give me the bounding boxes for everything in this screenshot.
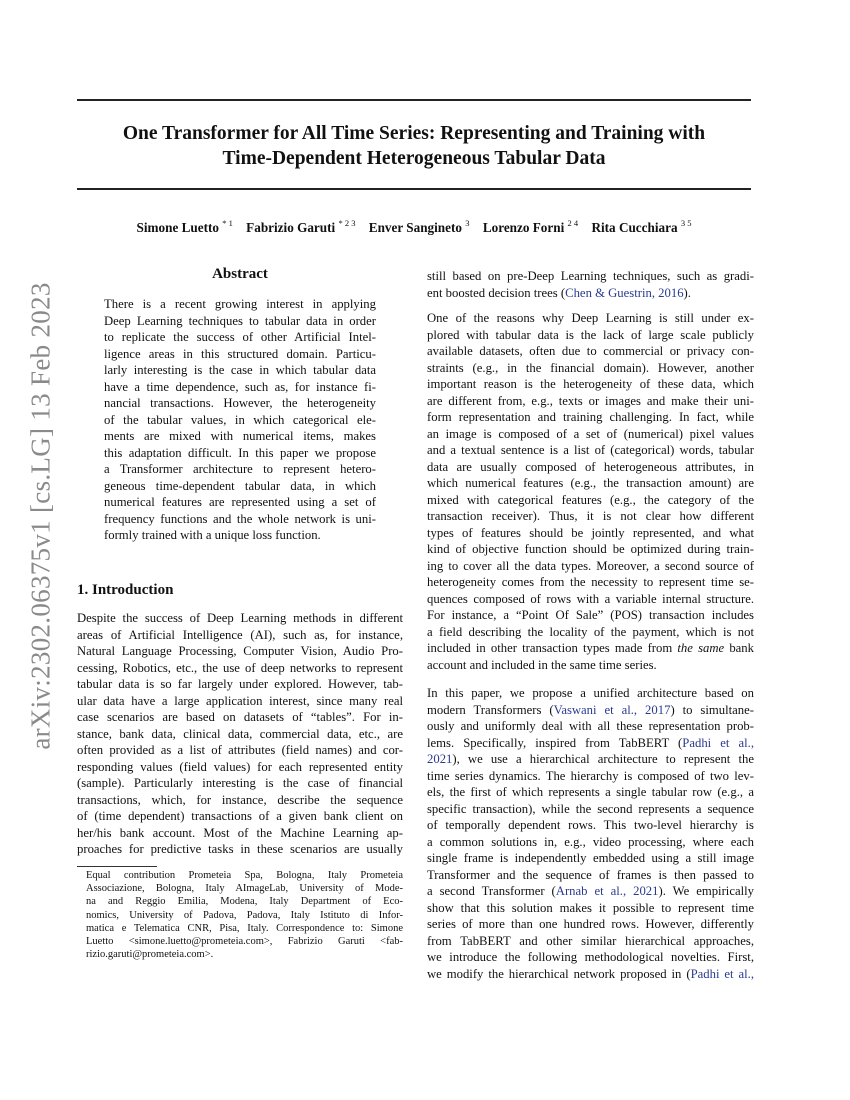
body-line: 2021), we use a hierarchical architecture to represent the — [427, 752, 754, 766]
citation-link[interactable]: Padhi et al., — [682, 735, 754, 750]
paper-title — [77, 121, 751, 171]
intro-line: stance, bank data, clinical data, commercial data, etc., are — [77, 726, 403, 741]
abstract-line: ments are mixed with numerical items, makes — [104, 429, 376, 443]
citation-link[interactable]: Vaswani et al., 2017 — [553, 702, 671, 717]
body-line: quences composed of rows with a variable internal structure. — [427, 591, 754, 606]
abstract-line: this adaptation difficult. In this paper we propose — [104, 445, 376, 460]
abstract-line: nancial transactions. However, the heterogeneity — [104, 396, 376, 410]
author: Rita Cucchiara $^{3 5}$ — [591, 218, 692, 236]
author: Fabrizio Garuti $^{* 2 3}$ — [246, 218, 356, 236]
body-line: types of features should be jointly represented, and what — [427, 525, 754, 540]
body-line: available datasets, often due to commercial or privacy con- — [427, 344, 754, 358]
body-line: we introduce the following methodological novelties. First, — [427, 950, 754, 964]
body-line: For instance, a “Point Of Sale” (POS) transaction includes — [427, 608, 754, 622]
arxiv-stamp: arXiv:2302.06375v1 [cs.LG] 13 Feb 2023 — [25, 282, 56, 750]
body-line: data are usually composed of heterogeneous attributes, in — [427, 459, 754, 474]
body-line: transaction receiver). Thus, it is not clear how different — [427, 509, 754, 523]
right-paragraph-proposal — [427, 685, 754, 982]
body-line: are different from, e.g., texts or images and make their uni- — [427, 393, 754, 408]
abstract-heading: Abstract — [212, 266, 268, 282]
title-rule — [77, 188, 751, 190]
body-line: an image is composed of a set of (numerical) pixel values — [427, 426, 754, 441]
body-line: kind of objective function should be optimized during train- — [427, 542, 754, 556]
body-line: ing to cover all the data types. Moreover, a second source of — [427, 558, 754, 573]
abstract-line: frequency functions and the whole network is uni- — [104, 511, 376, 526]
right-paragraph-heterogeneity — [427, 310, 754, 673]
body-line: single frame is independently embedded using a still image — [427, 851, 754, 865]
footnote-line: rizio.garuti@prometeia.com>. — [86, 949, 214, 961]
abstract-line: Deep Learning techniques to tabular data in order — [104, 313, 376, 328]
body-line: a second Transformer (Arnab et al., 2021). We empirically — [427, 884, 754, 898]
footnote-line: Luetto <simone.luetto@prometeia.com>, Fabrizio Garuti <fab- — [86, 936, 403, 948]
body-line: still based on pre-Deep Learning techniques, such as gradi- — [427, 269, 754, 283]
body-line: straints (e.g., in the financial domain). However, another — [427, 360, 754, 375]
footnote-rule — [77, 866, 157, 867]
intro-line: of (time dependent) transactions of a given bank client on — [77, 809, 403, 823]
body-line: which numerical features (e.g., the transaction amount) are — [427, 476, 754, 490]
body-line: show that this solution makes it possible to represent time — [427, 900, 754, 915]
body-line: from TabBERT and other similar hierarchical approaches, — [427, 933, 754, 948]
body-line: account and included in the same time series. — [427, 657, 657, 672]
body-line: important reason is the heterogeneity of these data, which — [427, 377, 754, 391]
footnote-line: Associazione, Bologna, Italy AImageLab, University of Mode- — [86, 883, 403, 895]
body-line: lems. Specifically, inspired from TabBERT (Padhi et al., — [427, 735, 754, 750]
abstract-line: geneous time-dependent tabular data, in which — [104, 478, 376, 493]
intro-line: transactions, which, for instance, describe the sequence — [77, 792, 403, 807]
intro-line: (sample). Particularly interesting is the case of financial — [77, 776, 403, 790]
body-line: a field describing the locality of the payment, which is not — [427, 624, 754, 639]
author-list — [77, 219, 751, 236]
title-line-2: Time-Dependent Heterogeneous Tabular Data — [222, 148, 606, 169]
body-line: ously and uniformly deal with all these representation prob- — [427, 719, 754, 733]
body-line: heterogeneity comes from the necessity to represent time se- — [427, 575, 754, 589]
body-line: and a textual sentence is a list of (categorical) words, tabular — [427, 443, 754, 457]
intro-line: case scenarios are based on datasets of “tables”. For in- — [77, 710, 403, 724]
citation-link[interactable]: Padhi et al., — [690, 966, 754, 981]
intro-line: cessing, Robotics, etc., the use of deep networks to represent — [77, 660, 403, 675]
footnote — [77, 869, 403, 961]
section-heading-introduction: 1. Introduction — [77, 582, 174, 598]
body-line: a common solutions in, e.g., video processing, where each — [427, 834, 754, 849]
intro-line: Natural Language Processing, Computer Vision, Audio Pro- — [77, 644, 403, 658]
citation-link[interactable]: 2021 — [427, 752, 453, 766]
body-line: modern Transformers (Vaswani et al., 2017) to simultane- — [427, 702, 754, 717]
intro-line: proaches for predictive tasks in these scenarios are usually — [77, 842, 403, 856]
intro-line: tabular data is so far largely under explored. However, tab- — [77, 677, 403, 691]
body-line: mixed with categorical features (e.g., the category of the — [427, 492, 754, 507]
footnote-line: na and Reggio Emilia, Modena, Italy Department of Eco- — [86, 896, 403, 908]
intro-paragraph — [77, 610, 403, 858]
intro-line: ular data have a large application interest, since many real — [77, 693, 403, 708]
abstract-line: of the tabular values, in which categorical ele- — [104, 412, 376, 427]
body-line: we modify the hierarchical network proposed in (Padhi et al., — [427, 966, 754, 981]
abstract-line: have a time dependence, such as, for instance fi- — [104, 379, 376, 394]
body-line: els, the first of which represents a single tabular row (e.g., a — [427, 785, 754, 799]
author: Lorenzo Forni $^{2 4}$ — [482, 218, 579, 236]
intro-line: often provided as a list of attributes (field names) and cor- — [77, 743, 403, 757]
body-line: Transformer and the sequence of frames is then passed to — [427, 867, 754, 882]
right-paragraph-continued — [427, 268, 754, 301]
abstract-line: There is a recent growing interest in applying — [104, 297, 376, 311]
author: Simone Luetto $^{* 1}$ — [136, 218, 233, 236]
body-line: One of the reasons why Deep Learning is still under ex- — [427, 311, 754, 325]
body-line: specific transaction), while the second represents a sequence — [427, 801, 754, 816]
body-line: of temporally dependent rows. This two-level hierarchy is — [427, 818, 754, 832]
citation-link[interactable]: Arnab et al., 2021 — [555, 884, 659, 898]
body-line: In this paper, we propose a unified architecture based on — [427, 686, 754, 700]
intro-line: responding values (field values) for each represented entity — [77, 759, 403, 774]
abstract-line: formly trained with a unique loss function. — [104, 528, 321, 542]
author: Enver Sangineto $^3$ — [368, 218, 470, 236]
abstract-line: larly interesting is the case in which tabular data — [104, 363, 376, 377]
citation-link[interactable]: Chen & Guestrin, 2016 — [565, 285, 684, 300]
abstract-line: a Transformer architecture to represent hetero- — [104, 462, 376, 476]
abstract-line: to replicate the success of other Artificial Intel- — [104, 330, 376, 344]
footnote-line: nomics, University of Padova, Padova, Italy Istituto di Infor- — [86, 909, 403, 921]
body-line: time series dynamics. The hierarchy is composed of two lev- — [427, 768, 754, 783]
body-line: included in other transaction types made from the same bank — [427, 641, 754, 655]
intro-line: areas of Artificial Intelligence (AI), such as, for instance, — [77, 627, 403, 642]
intro-line: Despite the success of Deep Learning methods in different — [77, 611, 403, 625]
body-line: series of more than one hundred rows. However, differently — [427, 917, 754, 931]
top-rule — [77, 99, 751, 101]
body-line: plored with tabular data is the lack of large scale publicly — [427, 327, 754, 342]
intro-line: her/his bank account. Most of the Machine Learning ap- — [77, 825, 403, 840]
body-line: form representation and training challenging. In fact, while — [427, 410, 754, 424]
abstract-line: numerical features are represented using a set of — [104, 495, 376, 509]
abstract-line: ligence areas in this structured domain. Particu- — [104, 346, 376, 361]
title-line-1: One Transformer for All Time Series: Representing and Training with — [122, 123, 706, 144]
body-line: ent boosted decision trees (Chen & Guestrin, 2016). — [427, 285, 691, 300]
footnote-line: Equal contribution Prometeia Spa, Bologna, Italy Prometeia — [86, 870, 403, 881]
abstract-body — [104, 296, 376, 544]
footnote-line: matica e Telematica CNR, Pisa, Italy. Correspondence to: Simone — [86, 922, 403, 934]
